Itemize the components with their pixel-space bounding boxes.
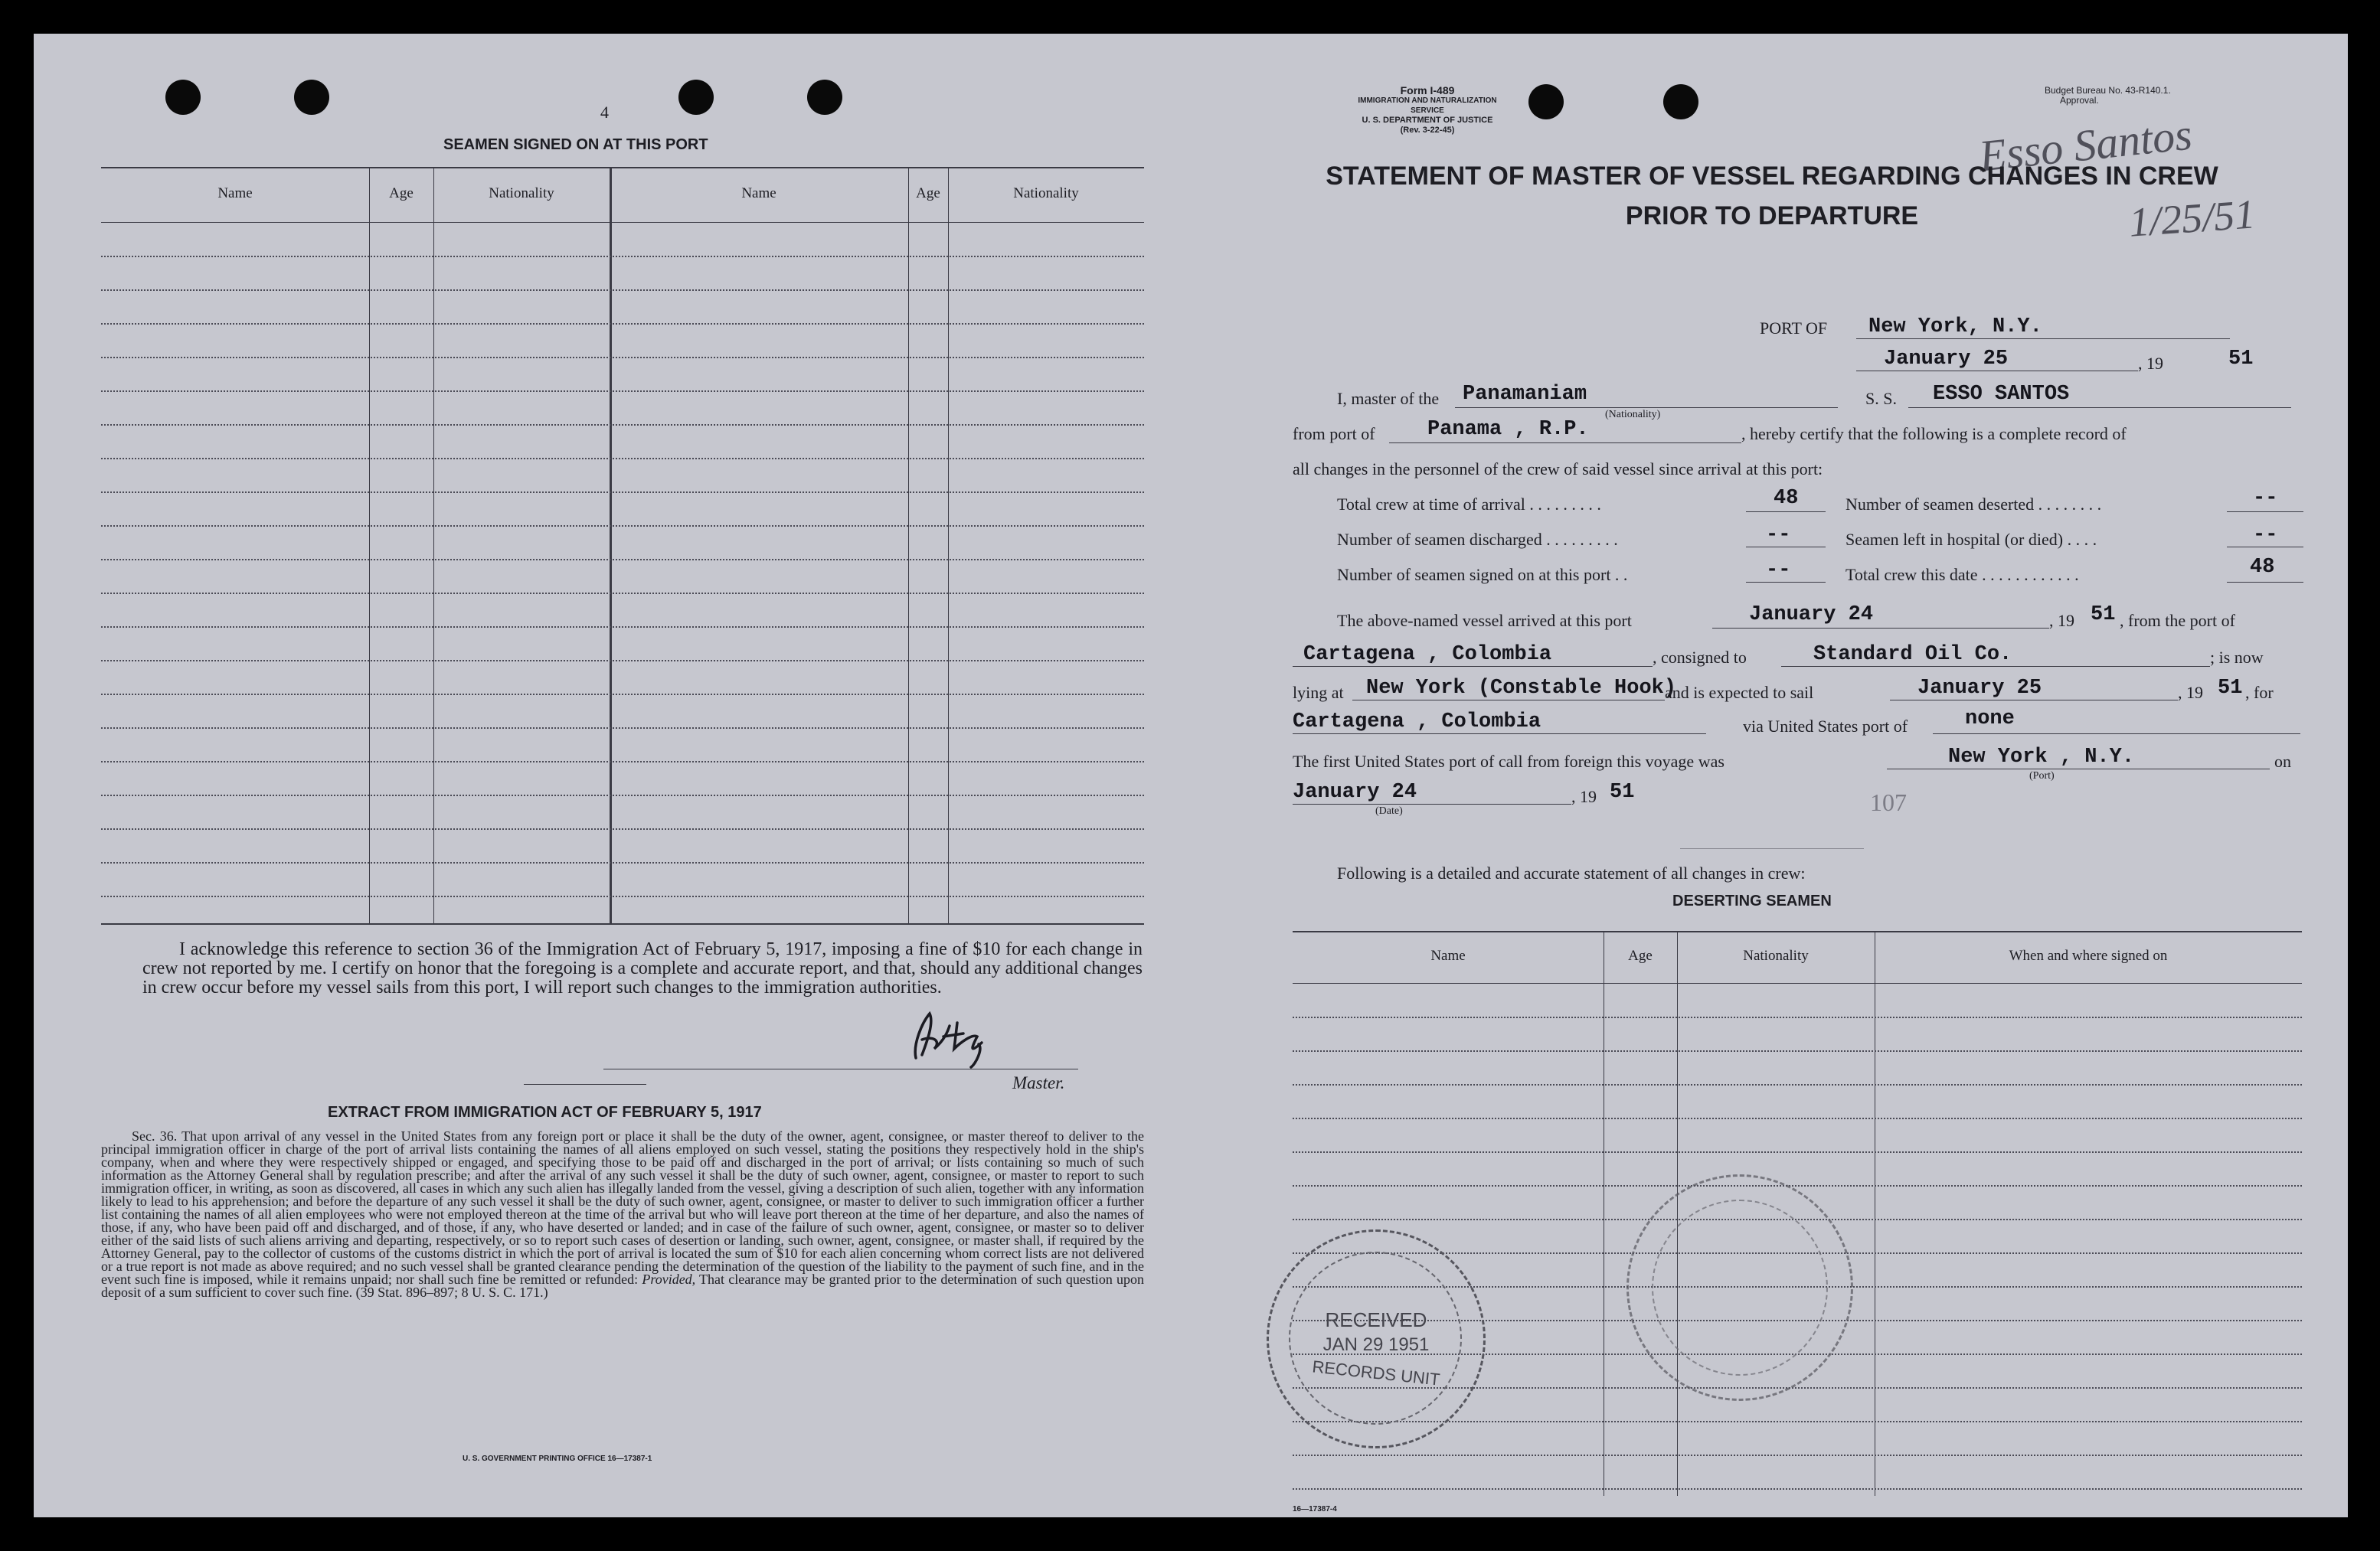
- table-row: [101, 862, 1144, 864]
- table-row: [101, 626, 1144, 628]
- following-text: Following is a detailed and accurate statement of all changes in crew:: [1337, 864, 1806, 883]
- signed-on-table-title: SEAMEN SIGNED ON AT THIS PORT: [443, 136, 708, 153]
- arrived-year: 51: [2091, 603, 2116, 626]
- extract-proviso: Provided,: [642, 1272, 696, 1287]
- extract-end: That clearance may be granted prior to the determination of such question upon deposit of a sum sufficient to cover such fine. (39 Stat. 896–897; 8 U. S. C. 171.): [101, 1272, 1144, 1300]
- destination-value: Cartagena , Colombia: [1293, 710, 1541, 733]
- arrived-year-prefix: , 19: [2049, 611, 2074, 630]
- column-header: Nationality: [489, 185, 554, 201]
- changes-text: all changes in the personnel of the crew of said vessel since arrival at this port:: [1293, 459, 1823, 478]
- stamp-inner-ring: [1652, 1200, 1828, 1376]
- via-value: none: [1965, 707, 2015, 730]
- column-header: Name: [217, 185, 253, 201]
- printer-line-left: U. S. GOVERNMENT PRINTING OFFICE 16—17387-1: [463, 1455, 652, 1463]
- sail-year: 51: [2218, 677, 2243, 700]
- fill-line: [2227, 511, 2303, 512]
- stamp-date: JAN 29 1951: [1322, 1334, 1430, 1355]
- column-header: Name: [1430, 948, 1466, 964]
- certify-text: , hereby certify that the following is a complete record of: [1741, 424, 2127, 443]
- hospital-value: --: [2253, 524, 2278, 547]
- consigned-label: , consigned to: [1653, 648, 1747, 667]
- fill-line: [1389, 442, 1741, 443]
- table-row: [1293, 1050, 2302, 1052]
- table-rule: [369, 167, 370, 923]
- column-header: Age: [916, 185, 940, 201]
- pencil-number: 107: [1870, 789, 1907, 816]
- agency-line-1: IMMIGRATION AND NATURALIZATION SERVICE: [1358, 96, 1497, 115]
- document-sheet: [34, 34, 2348, 1517]
- table-rule: [908, 167, 909, 923]
- form-year-prefix: , 19: [2138, 354, 2163, 373]
- punch-hole: [1663, 84, 1698, 119]
- fill-line: [1712, 628, 2049, 629]
- table-row: [1293, 1084, 2302, 1086]
- via-label: via United States port of: [1743, 717, 1908, 736]
- punch-hole: [807, 80, 842, 115]
- form-date-value: January 25: [1884, 348, 2009, 371]
- column-header: When and where signed on: [2009, 948, 2168, 964]
- table-row: [101, 390, 1144, 392]
- arrived-date-value: January 24: [1749, 603, 1874, 626]
- fill-line: [1455, 407, 1838, 408]
- total-this-date-label: Total crew this date . . . . . . . . . . . .: [1845, 565, 2079, 584]
- deserting-table-title: DESERTING SEAMEN: [1672, 893, 1832, 909]
- column-header: Age: [389, 185, 414, 201]
- table-rule: [1293, 983, 2302, 984]
- table-row: [1293, 1151, 2302, 1153]
- received-stamp: [1267, 1229, 1486, 1448]
- date-caption: (Date): [1375, 805, 1403, 817]
- on-label: on: [2274, 752, 2291, 771]
- table-rule: [433, 167, 434, 923]
- printer-line-right: 16—17387-4: [1293, 1505, 1337, 1513]
- table-rule: [948, 167, 949, 923]
- total-this-date-value: 48: [2250, 556, 2275, 579]
- table-rule: [101, 222, 1144, 223]
- table-row: [101, 727, 1144, 729]
- handwritten-vessel-name: Esso Santos: [1976, 109, 2195, 181]
- punch-hole: [1528, 84, 1564, 119]
- acknowledgment-text: I acknowledge this reference to section 36 of the Immigration Act of February 5, 1917, imposing a fine of $10 for each change in crew not reported by me. I certify on honor that the foregoing is a complete and accurate report, and that, should any additional changes in crew occur before my vessel sails from this port, I will report such changes to the immigration authorities.: [142, 939, 1143, 998]
- fill-line: [1746, 511, 1826, 512]
- divider: [1680, 848, 1864, 849]
- fill-line: [1746, 582, 1826, 583]
- form-title: [1305, 156, 2239, 236]
- fill-line: [2227, 582, 2303, 583]
- column-header: Age: [1628, 948, 1653, 964]
- port-of-label: PORT OF: [1760, 318, 1828, 338]
- table-row: [101, 559, 1144, 560]
- is-now-label: ; is now: [2210, 648, 2264, 667]
- total-arrival-value: 48: [1774, 487, 1799, 510]
- divider: [524, 1084, 646, 1085]
- fill-line: [1933, 733, 2300, 734]
- table-row: [101, 828, 1144, 830]
- table-row: [101, 761, 1144, 762]
- port-of-value: New York, N.Y.: [1868, 315, 2042, 338]
- revision: (Rev. 3-22-45): [1400, 126, 1455, 135]
- first-date-value: January 24: [1293, 781, 1417, 804]
- lying-at-value: New York (Constable Hook): [1366, 677, 1677, 700]
- form-header: [1351, 86, 1504, 136]
- table-row: [101, 795, 1144, 796]
- hospital-label: Seamen left in hospital (or died) . . . .: [1845, 530, 2097, 549]
- stamp-unit: RECORDS UNIT: [1311, 1357, 1441, 1389]
- nationality-value: Panamaniam: [1463, 383, 1587, 406]
- port-caption: (Port): [2029, 770, 2055, 782]
- faint-stamp: [1626, 1174, 1853, 1401]
- first-year-prefix: , 19: [1571, 787, 1597, 806]
- table-rule: [101, 167, 1144, 168]
- table-row: [101, 491, 1144, 493]
- table-rule: [1293, 931, 2302, 932]
- fill-line: [1781, 666, 2210, 667]
- stamp-received: RECEIVED: [1325, 1308, 1427, 1331]
- consignee-value: Standard Oil Co.: [1813, 643, 2012, 666]
- table-row: [101, 593, 1144, 594]
- approval-label: Approval.: [2060, 95, 2099, 106]
- first-port-label: The first United States port of call from foreign this voyage was: [1293, 752, 1725, 771]
- punch-hole: [165, 80, 201, 115]
- fill-line: [1293, 666, 1653, 667]
- form-number: Form I-489: [1400, 84, 1455, 96]
- nationality-caption: (Nationality): [1605, 409, 1661, 420]
- extract-body: That upon arrival of any vessel in the United States from any foreign port or place it shall be the duty of the owner, agent, consignee, or master thereof to deliver to the principal immigration officer in charge of the port of arrival lists containing the names of all aliens employed on such vessel, stating the positions they respectively hold in the ship's company, when and where they were respectively shipped or engaged, and specifying those to be paid off and discharged in the port of arrival; or lists containing so much of such information as the Attorney General shall by regulation prescribe; and after the arrival of any such vessel it shall be the duty of such owner, agent, consignee, or master to report to such immigration officer, in writing, as soon as discovered, all cases in which any such alien has illegally landed from the vessel, giving a description of such alien, together with any information likely to lead to his apprehension; and before the departure of any such vessel it shall be the duty of such owner, agent, consignee, or master to deliver to such immigration officer a further list containing the names of all alien employees who were not employed thereon at the time of the arrival but who will leave port thereon at the time of her departure, and also the names of those, if any, who have been paid off and discharged, and of those, if any, who have deserted or landed; and in case of the failure of such owner, agent, consignee, or master so to deliver either of the said lists of such aliens arriving and departing, respectively, or so to report such cases of desertion or landing, such owner, agent, consignee, or master shall, if required by the Attorney General, pay to the collector of customs of the customs district in which the port of arrival is located the sum of $10 for each alien concerning whom correct lists are not delivered or a true report is not made as above required; and no such vessel shall be granted clearance pending the determination of the question of the liability to the payment of such fine, and in the event such fine is imposed, while it remains unpaid; nor shall such fine be remitted or refunded:: [101, 1128, 1144, 1287]
- master-of-label: I, master of the: [1337, 389, 1440, 408]
- fill-line: [1856, 338, 2230, 339]
- page-number: 4: [600, 103, 609, 122]
- sail-year-prefix: , 19: [2178, 683, 2203, 702]
- fill-line: [1293, 804, 1571, 805]
- table-row: [101, 458, 1144, 459]
- ss-label: S. S.: [1865, 389, 1897, 408]
- from-the-port-label: , from the port of: [2120, 611, 2235, 630]
- for-label: , for: [2245, 683, 2274, 702]
- master-label: Master.: [1012, 1073, 1065, 1092]
- table-row: [101, 357, 1144, 358]
- table-row: [1293, 1488, 2302, 1490]
- deserted-label: Number of seamen deserted . . . . . . . .: [1845, 495, 2102, 514]
- sail-date-value: January 25: [1917, 677, 2042, 700]
- table-rule: [101, 923, 1144, 925]
- extract-text: [101, 1130, 1144, 1299]
- expected-label: and is expected to sail: [1665, 683, 1814, 702]
- column-header: Name: [741, 185, 776, 201]
- first-year: 51: [1610, 781, 1635, 804]
- from-port-value: Panama , R.P.: [1427, 418, 1589, 441]
- agency-line-2: U. S. DEPARTMENT OF JUSTICE: [1362, 116, 1493, 125]
- lying-at-label: lying at: [1293, 683, 1344, 702]
- table-row: [101, 424, 1144, 426]
- punch-hole: [294, 80, 329, 115]
- arrived-from-value: Cartagena , Colombia: [1303, 643, 1552, 666]
- table-row: [101, 694, 1144, 695]
- handwritten-date: 1/25/51: [2127, 191, 2257, 246]
- budget-bureau: [2045, 86, 2171, 106]
- table-row: [1293, 1185, 2302, 1187]
- total-arrival-label: Total crew at time of arrival . . . . . . . . .: [1337, 495, 1601, 514]
- table-row: [101, 256, 1144, 257]
- vessel-name-value: ESSO SANTOS: [1933, 383, 2070, 406]
- extract-title: EXTRACT FROM IMMIGRATION ACT OF FEBRUARY 5, 1917: [328, 1104, 762, 1121]
- column-header: Nationality: [1013, 185, 1079, 201]
- discharged-label: Number of seamen discharged . . . . . . . . .: [1337, 530, 1618, 549]
- table-row: [101, 289, 1144, 291]
- table-row: [101, 525, 1144, 527]
- title-line-2: PRIOR TO DEPARTURE: [1625, 201, 1919, 230]
- table-row: [101, 896, 1144, 897]
- table-row: [1293, 1455, 2302, 1456]
- table-row: [101, 323, 1144, 325]
- discharged-value: --: [1766, 524, 1791, 547]
- form-year-value: 51: [2228, 348, 2254, 371]
- budget-bureau-number: Budget Bureau No. 43-R140.1.: [2045, 85, 2171, 96]
- first-port-value: New York , N.Y.: [1948, 746, 2135, 769]
- title-line-1: STATEMENT OF MASTER OF VESSEL REGARDING CHANGES IN CREW: [1326, 162, 2218, 191]
- table-row: [1293, 1118, 2302, 1119]
- arrived-label: The above-named vessel arrived at this port: [1337, 611, 1632, 630]
- deserted-value: --: [2253, 487, 2278, 510]
- table-row: [101, 660, 1144, 661]
- fill-line: [1908, 407, 2291, 408]
- master-signature: [899, 1000, 1006, 1069]
- from-port-label: from port of: [1293, 424, 1375, 443]
- column-header: Nationality: [1743, 948, 1809, 964]
- table-rule: [610, 167, 612, 923]
- signed-on-value: --: [1766, 559, 1791, 582]
- punch-hole: [678, 80, 714, 115]
- section-label: Sec. 36.: [132, 1128, 178, 1144]
- fill-line: [1293, 733, 1706, 734]
- table-row: [1293, 1017, 2302, 1018]
- signed-on-label: Number of seamen signed on at this port . .: [1337, 565, 1628, 584]
